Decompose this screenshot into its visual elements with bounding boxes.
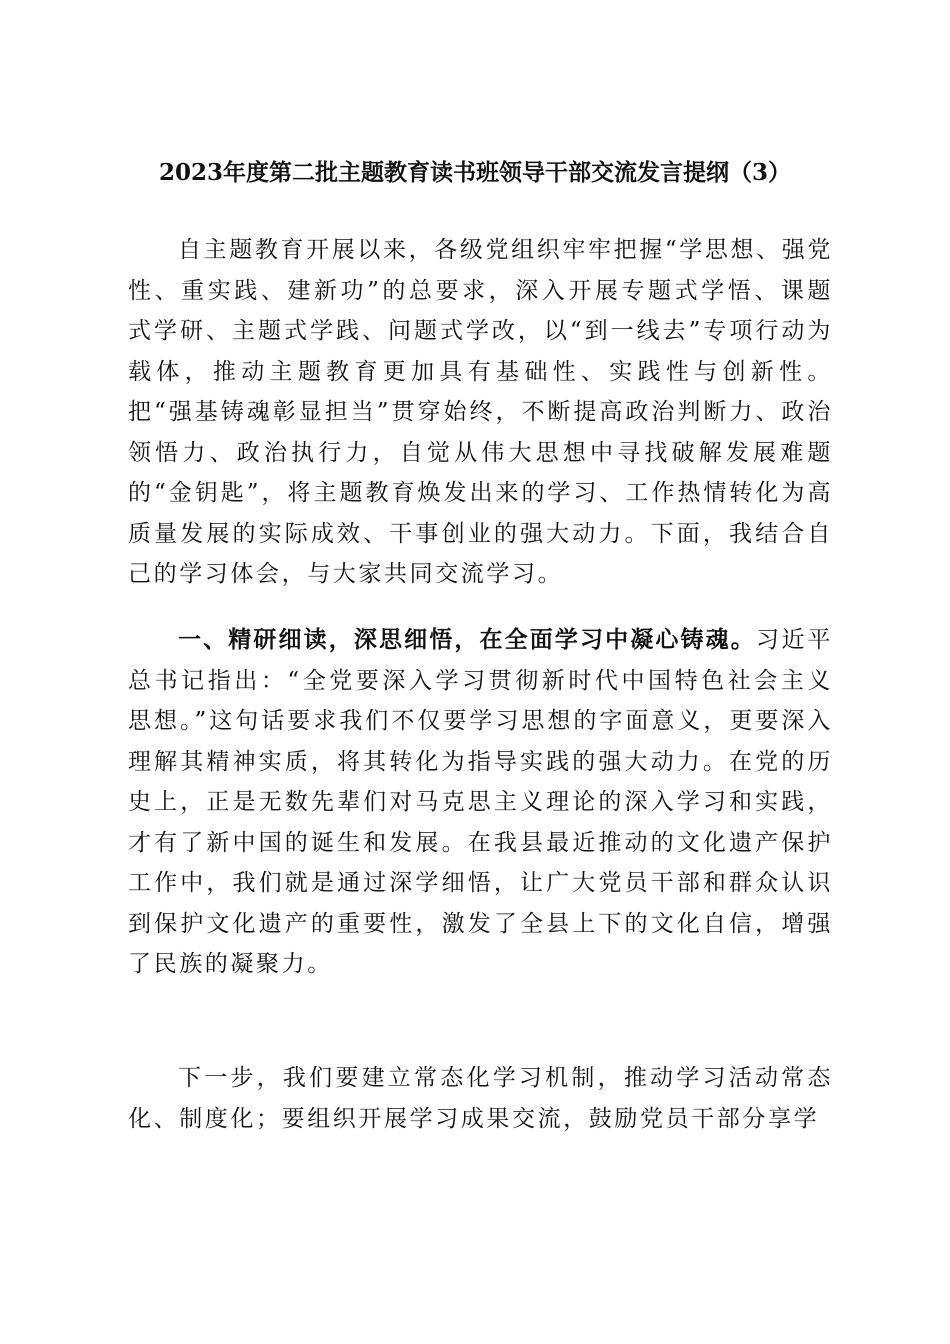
document-title: 2023年度第二批主题教育读书班领导干部交流发言提纲（3） [158,159,792,186]
paragraph-next-step-text: 下一步，我们要建立常态化学习机制，推动学习活动常态化、制度化；要组织开展学习成果交流，鼓励党员干部分享学 [128,1065,833,1132]
paragraph-section-one [128,620,833,985]
paragraph-intro-text: 自主题教育开展以来，各级党组织牢牢把握“学思想、强党性、重实践、建新功”的总要求，深入开展专题式学悟、课题式学研、主题式学践、问题式学改，以“到一线去”专项行动为载体，推动主题教育更加具有基础性、实践性与创新性。把“强基铸魂彰显担当”贯穿始终，不断提高政治判断力、政治领悟力、政治执行力，自觉从伟大思想中寻找破解发展难题的“金钥匙”，将主题教育焕发出来的学习、工作热情转化为高质量发展的实际成效、干事创业的强大动力。下面，我结合自己的学习体会，与大家共同交流学习。 [128,237,833,587]
section-one-text: 习近平总书记指出：“全党要深入学习贯彻新时代中国特色社会主义思想。”这句话要求我们不仅要学习思想的字面意义，更要深入理解其精神实质，将其转化为指导实践的强大动力。在党的历史上，正是无数先辈们对马克思主义理论的深入学习和实践，才有了新中国的诞生和发展。在我县最近推动的文化遗产保护工作中，我们就是通过深学细悟，让广大党员干部和群众认识到保护文化遗产的重要性，激发了全县上下的文化自信，增强了民族的凝聚力。 [128,627,833,977]
paragraph-intro [128,230,833,595]
paragraph-next-step [128,1058,833,1139]
section-one-heading: 一、精研细读，深思细悟，在全面学习中凝心铸魂。 [178,626,756,653]
